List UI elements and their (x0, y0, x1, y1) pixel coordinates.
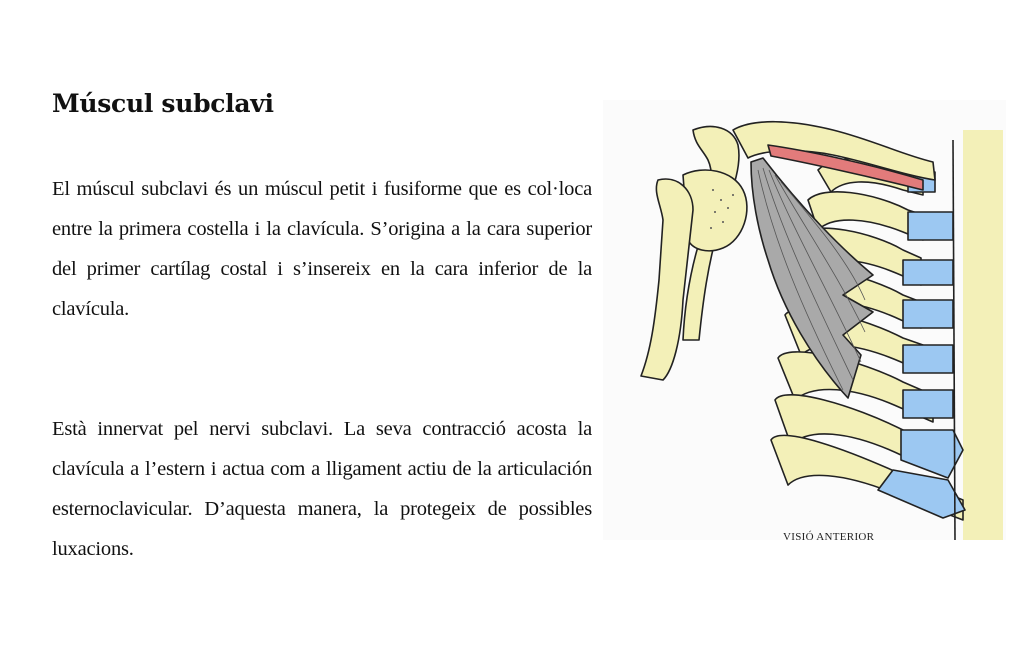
cartilage-4 (903, 300, 953, 328)
sternum-shape (963, 130, 1003, 540)
cartilage-2 (908, 212, 953, 240)
cartilage-8 (878, 470, 965, 518)
page-title: Múscul subclavi (52, 89, 274, 118)
sternum-outline (953, 140, 955, 540)
paragraph-description: El múscul subclavi és un múscul petit i fusiforme que es col·loca entre la primera costella i la clavícula. S’origina a la cara superior del primer cartílag costal i s’insereix en la cara inferior de la clavícula. (52, 178, 592, 320)
anatomy-illustration (603, 100, 1006, 543)
cartilage-3 (903, 260, 953, 285)
humerus (641, 179, 693, 380)
figure-caption: VISIÓ ANTERIOR (783, 531, 875, 543)
paragraph-innervation: Està innervat pel nervi subclavi. La seva contracció acosta la clavícula a l’estern i actua com a lligament actiu de la articulación esternoclavicular. D’aquesta manera, la protegeix de possibles luxacions. (52, 418, 592, 560)
shoulder-ribcage-drawing (603, 100, 1006, 540)
cartilage-5 (903, 345, 953, 373)
cartilage-6 (903, 390, 953, 418)
